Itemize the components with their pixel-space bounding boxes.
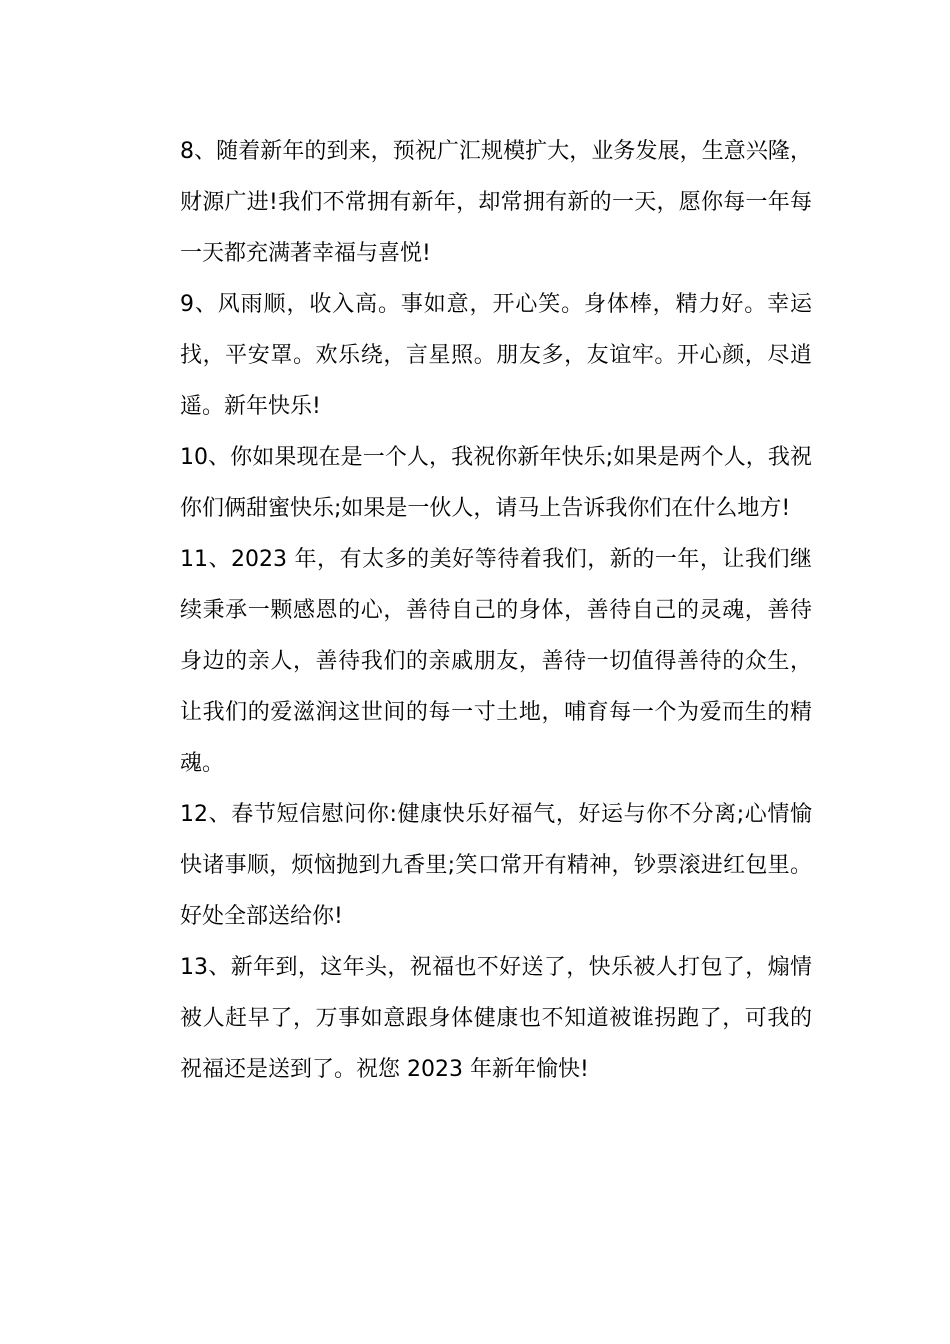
paragraph-12: 12、春节短信慰问你:健康快乐好福气，好运与你不分离;心情愉快诸事顺，烦恼抛到九香里;笑口常开有精神，钞票滚进红包里。好处全部送给你! bbox=[180, 802, 812, 929]
paragraph-10: 10、你如果现在是一个人，我祝你新年快乐;如果是两个人，我祝你们俩甜蜜快乐;如果是一伙人，请马上告诉我你们在什么地方! bbox=[180, 445, 812, 521]
document-body bbox=[180, 126, 812, 1095]
paragraph-9: 9、风雨顺，收入高。事如意，开心笑。身体棒，精力好。幸运找，平安罩。欢乐绕，言星照。朋友多，友谊牢。开心颜，尽逍遥。新年快乐! bbox=[180, 292, 812, 419]
paragraph-11: 11、2023 年，有太多的美好等待着我们，新的一年，让我们继续秉承一颗感恩的心，善待自己的身体，善待自己的灵魂，善待身边的亲人，善待我们的亲戚朋友，善待一切值得善待的众生，让我们的爱滋润这世间的每一寸土地，哺育每一个为爱而生的精魂。 bbox=[180, 547, 812, 776]
paragraph-13: 13、新年到，这年头，祝福也不好送了，快乐被人打包了，煽情被人赶早了，万事如意跟身体健康也不知道被谁拐跑了，可我的祝福还是送到了。祝您 2023 年新年愉快! bbox=[180, 955, 812, 1082]
paragraph-8: 8、随着新年的到来，预祝广汇规模扩大，业务发展，生意兴隆，财源广进!我们不常拥有新年，却常拥有新的一天，愿你每一年每一天都充满著幸福与喜悦! bbox=[180, 139, 812, 266]
